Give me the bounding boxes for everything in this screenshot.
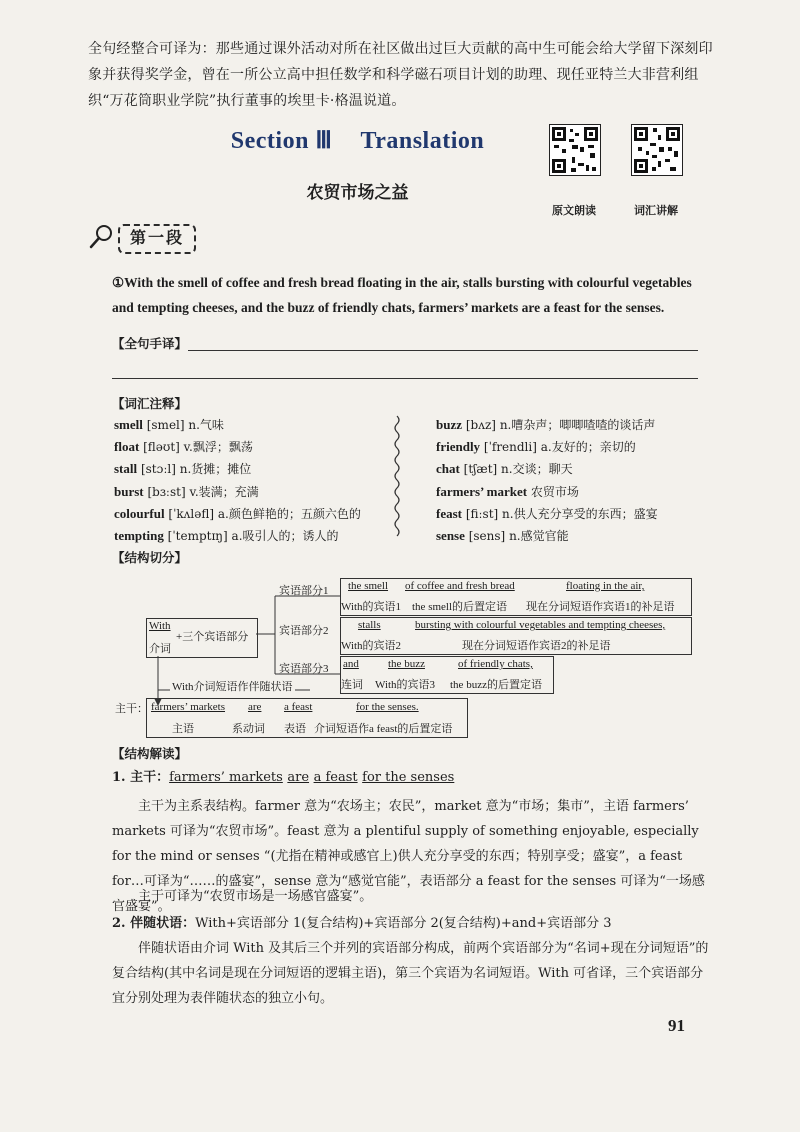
qr-caption-reading: 原文朗读 [552, 204, 596, 217]
main-role-predicative: 表语 [284, 723, 306, 735]
translate-label: 【全句手译】 [112, 336, 188, 351]
vocab-entry: sense [sens] n.感觉官能 [436, 528, 569, 544]
point-1-subject: farmers’ markets [169, 770, 283, 785]
source-sentence: ①With the smell of coffee and fresh bread floating in the air, stalls bursting with colourful vegetables and tempting cheeses, and the buzz of friendly chats, farmers’ markets are a feast for the senses. [112, 275, 692, 315]
point-1-heading [112, 766, 454, 785]
main-word-subject: farmers’ markets [151, 701, 226, 713]
point-2-formula: With+宾语部分 1(复合结构)+宾语部分 2(复合结构)+and+宾语部分 3 [195, 916, 612, 931]
main-word-predicative: a feast [284, 701, 313, 713]
qr-caption-vocab: 词汇讲解 [634, 204, 678, 217]
vocab-entry: burst [bɜːst] v.装满；充满 [114, 483, 259, 499]
point-1-body: 主干为主系表结构。farmer 意为“农场主；农民”，market 意为“市场；集市”，主语 farmers’ markets 可译为“农贸市场”。feast 意为 a plentiful supply of something enjoyable, especially for the mind or senses “(尤指在精神或感官上)供人充分享受的东西；特别享受；盛宴”，a feast for…可译为“……的盛宴”，sense 意为“感觉官能”，表语部分 a feast for the senses 可译为“一场感官盛宴”。 [112, 799, 705, 914]
point-1-summary: 主干可译为“农贸市场是一场感官盛宴”。 [138, 889, 373, 904]
point-2-heading [112, 912, 612, 931]
p1-role-b: the smell的后置定语 [412, 601, 508, 613]
point-1-modifier: for the senses [362, 770, 455, 785]
main-word-modifier: for the senses. [356, 701, 419, 713]
vocab-label: 【词汇注释】 [112, 396, 188, 411]
point-1-verb: are [287, 770, 310, 785]
paragraph-badge: 第一段 [118, 224, 196, 254]
vocab-entry: buzz [bʌz] n.嘈杂声；唧唧喳喳的谈话声 [436, 417, 656, 432]
p3-word-b: the buzz [388, 658, 425, 670]
vocab-entry: tempting [ˈtemptɪŋ] a.吸引人的；诱人的 [114, 528, 339, 544]
point-1-title: 1. 主干： [112, 770, 170, 785]
p2-role-b: 现在分词短语作宾语2的补足语 [462, 640, 611, 652]
point-2-title: 2. 伴随状语： [112, 916, 196, 931]
passage-title: 农贸市场之益 [306, 183, 409, 203]
vocab-entry: stall [stɔːl] n.货摊；摊位 [114, 461, 252, 477]
point-2-body: 伴随状语由介词 With 及其后三个并列的宾语部分构成，前两个宾语部分为“名词+现在分词短语”的复合结构(其中名词是现在分词短语的逻辑主语)，第三个宾语为名词短语。With 可省译，三个宾语部分宜分别处理为表伴随状态的独立小句。 [112, 941, 709, 1006]
adverbial-label: With介词短语作伴随状语 [170, 678, 295, 694]
point-1-predicative: a feast [313, 770, 358, 785]
section-number: Section Ⅲ [230, 128, 333, 154]
main-clause-label: 主干： [115, 703, 148, 715]
p1-role-c: 现在分词短语作宾语1的补足语 [526, 601, 675, 613]
vocab-entry: colourful [ˈkʌləfl] a.颜色鲜艳的；五颜六色的 [114, 505, 361, 521]
p2-word-a: stalls [358, 619, 381, 631]
main-word-verb: are [248, 701, 262, 713]
p1-role-a: With的宾语1 [341, 601, 402, 613]
section-name: Translation [360, 128, 485, 154]
object-part-2-label: 宾语部分2 [279, 625, 329, 637]
page-number: 91 [668, 1016, 685, 1035]
p1-word-b: of coffee and fresh bread [405, 580, 515, 592]
analysis-label: 【结构解读】 [112, 746, 188, 761]
vocab-entry: smell [smel] n.气味 [114, 417, 224, 432]
main-role-subject: 主语 [172, 723, 194, 735]
intro-paragraph: 全句经整合可译为：那些通过课外活动对所在社区做出过巨大贡献的高中生可能会给大学留下深刻印象并获得奖学金，曾在一所公立高中担任数学和科学磁石项目计划的助理、现任亚特兰大非营利组织“万花筒职业学院”执行董事的埃里卡·格温说道。 [88, 41, 713, 109]
p1-word-c: floating in the air, [566, 580, 645, 592]
vocab-entry: farmers’ market 农贸市场 [436, 483, 579, 499]
with-word: With [149, 620, 171, 632]
p1-word-a: the smell [348, 580, 389, 592]
main-role-verb: 系动词 [232, 723, 265, 735]
vocab-entry: float [fləʊt] v.飘浮；飘荡 [114, 439, 253, 455]
vocab-entry: friendly [ˈfrendli] a.友好的；亲切的 [436, 439, 636, 455]
vocab-entry: chat [tʃæt] n.交谈；聊天 [436, 461, 573, 477]
p2-role-a: With的宾语2 [341, 640, 402, 652]
three-objects-label: +三个宾语部分 [176, 631, 249, 643]
main-role-modifier: 介词短语作a feast的后置定语 [314, 723, 453, 735]
p3-role-b: With的宾语3 [375, 679, 436, 691]
structure-label: 【结构切分】 [112, 550, 188, 565]
p2-word-b: bursting with colourful vegetables and tempting cheeses, [415, 619, 666, 631]
object-part-1-label: 宾语部分1 [279, 585, 329, 597]
object-part-3-label: 宾语部分3 [279, 663, 329, 675]
with-role: 介词 [149, 643, 171, 655]
p3-word-a: and [343, 658, 359, 670]
p3-role-a: 连词 [341, 679, 363, 691]
p3-role-c: the buzz的后置定语 [450, 679, 542, 691]
vocab-entry: feast [fiːst] n.供人充分享受的东西；盛宴 [436, 505, 658, 521]
p3-word-c: of friendly chats, [458, 658, 533, 670]
